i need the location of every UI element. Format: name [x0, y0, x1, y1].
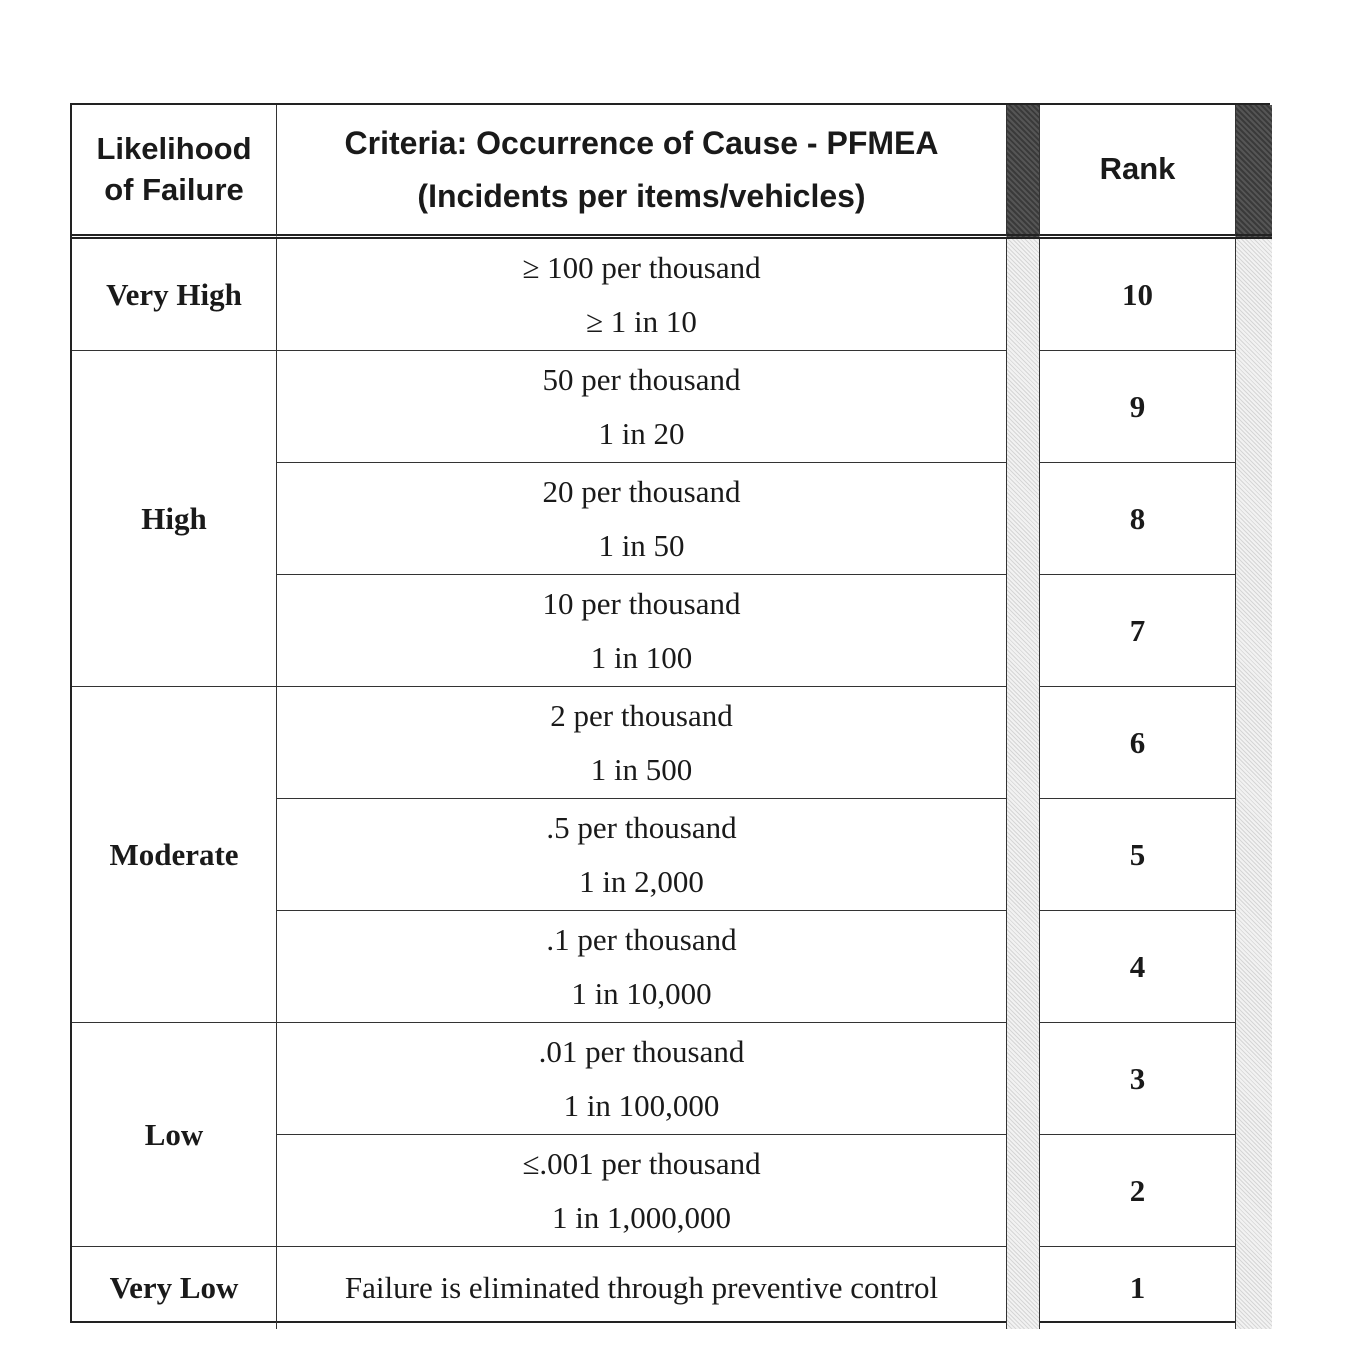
rank-cell — [1040, 463, 1236, 575]
rank-value: 2 — [1129, 1172, 1146, 1208]
header-shade-bar — [1007, 105, 1040, 239]
likelihood-label: Low — [144, 1116, 204, 1152]
criteria-line1: 2 per thousand — [550, 697, 733, 733]
criteria-cell-rank-3 — [277, 1023, 1007, 1135]
occurrence-ranking-table — [70, 103, 1270, 1323]
criteria-line1: ≤.001 per thousand — [522, 1145, 761, 1181]
likelihood-label: Very Low — [109, 1270, 239, 1305]
header-criteria-line1: Criteria: Occurrence of Cause - PFMEA — [344, 124, 939, 161]
rank-cell — [1040, 1135, 1236, 1247]
header-criteria-line2: (Incidents per items/vehicles) — [417, 177, 866, 214]
rank-value: 4 — [1129, 948, 1146, 984]
criteria-line2: 1 in 50 — [598, 527, 685, 563]
rank-cell — [1040, 799, 1236, 911]
rank-cell — [1040, 1247, 1236, 1329]
criteria-line1: .01 per thousand — [538, 1033, 745, 1069]
rank-value: 8 — [1129, 500, 1146, 536]
criteria-cell-rank-9 — [277, 351, 1007, 463]
rank-value: 1 — [1129, 1270, 1146, 1305]
likelihood-label: High — [141, 500, 207, 536]
criteria-cell-rank-2 — [277, 1135, 1007, 1247]
criteria-cell-rank-5 — [277, 799, 1007, 911]
criteria-cell-rank-10 — [277, 239, 1007, 351]
rank-value: 6 — [1129, 724, 1146, 760]
rank-value: 10 — [1122, 276, 1153, 312]
rank-cell — [1040, 239, 1236, 351]
rank-cell — [1040, 687, 1236, 799]
criteria-cell-rank-6 — [277, 687, 1007, 799]
criteria-line2: 1 in 10,000 — [571, 975, 712, 1011]
rank-cell — [1040, 351, 1236, 463]
likelihood-label: Moderate — [109, 836, 239, 872]
rank-value: 5 — [1129, 836, 1146, 872]
likelihood-low — [72, 1023, 277, 1247]
criteria-line1: 50 per thousand — [542, 361, 741, 397]
rank-value: 3 — [1129, 1060, 1146, 1096]
likelihood-high — [72, 351, 277, 687]
header-rank-label: Rank — [1099, 151, 1176, 187]
criteria-cell-rank-7 — [277, 575, 1007, 687]
rank-value: 7 — [1129, 612, 1146, 648]
likelihood-very-low — [72, 1247, 277, 1329]
criteria-line2: 1 in 2,000 — [579, 863, 704, 899]
criteria-line1: .5 per thousand — [546, 809, 737, 845]
criteria-line2: 1 in 500 — [590, 751, 693, 787]
criteria-line2: 1 in 20 — [598, 415, 685, 451]
criteria-line1: 10 per thousand — [542, 585, 741, 621]
criteria-line1: ≥ 100 per thousand — [522, 249, 761, 285]
rank-value: 9 — [1129, 388, 1146, 424]
likelihood-label: Very High — [106, 276, 242, 312]
criteria-line1: 20 per thousand — [542, 473, 741, 509]
criteria-line1: Failure is eliminated through preventive control — [344, 1270, 939, 1305]
shaded-right-column — [1236, 239, 1272, 1329]
likelihood-moderate — [72, 687, 277, 1023]
rank-cell — [1040, 1023, 1236, 1135]
criteria-line1: .1 per thousand — [546, 921, 737, 957]
header-criteria — [277, 105, 1007, 239]
criteria-cell-rank-8 — [277, 463, 1007, 575]
criteria-line2: 1 in 1,000,000 — [551, 1199, 732, 1235]
likelihood-very-high — [72, 239, 277, 351]
header-shade-bar-right — [1236, 105, 1272, 239]
rank-cell — [1040, 911, 1236, 1023]
criteria-line2: 1 in 100 — [590, 639, 693, 675]
header-likelihood-label: Likelihood of Failure — [96, 131, 252, 207]
header-rank — [1040, 105, 1236, 239]
header-likelihood — [72, 105, 277, 239]
criteria-line2: ≥ 1 in 10 — [586, 303, 697, 339]
criteria-cell-rank-1 — [277, 1247, 1007, 1329]
criteria-cell-rank-4 — [277, 911, 1007, 1023]
shaded-divider-column — [1007, 239, 1040, 1329]
rank-cell — [1040, 575, 1236, 687]
criteria-line2: 1 in 100,000 — [563, 1087, 720, 1123]
